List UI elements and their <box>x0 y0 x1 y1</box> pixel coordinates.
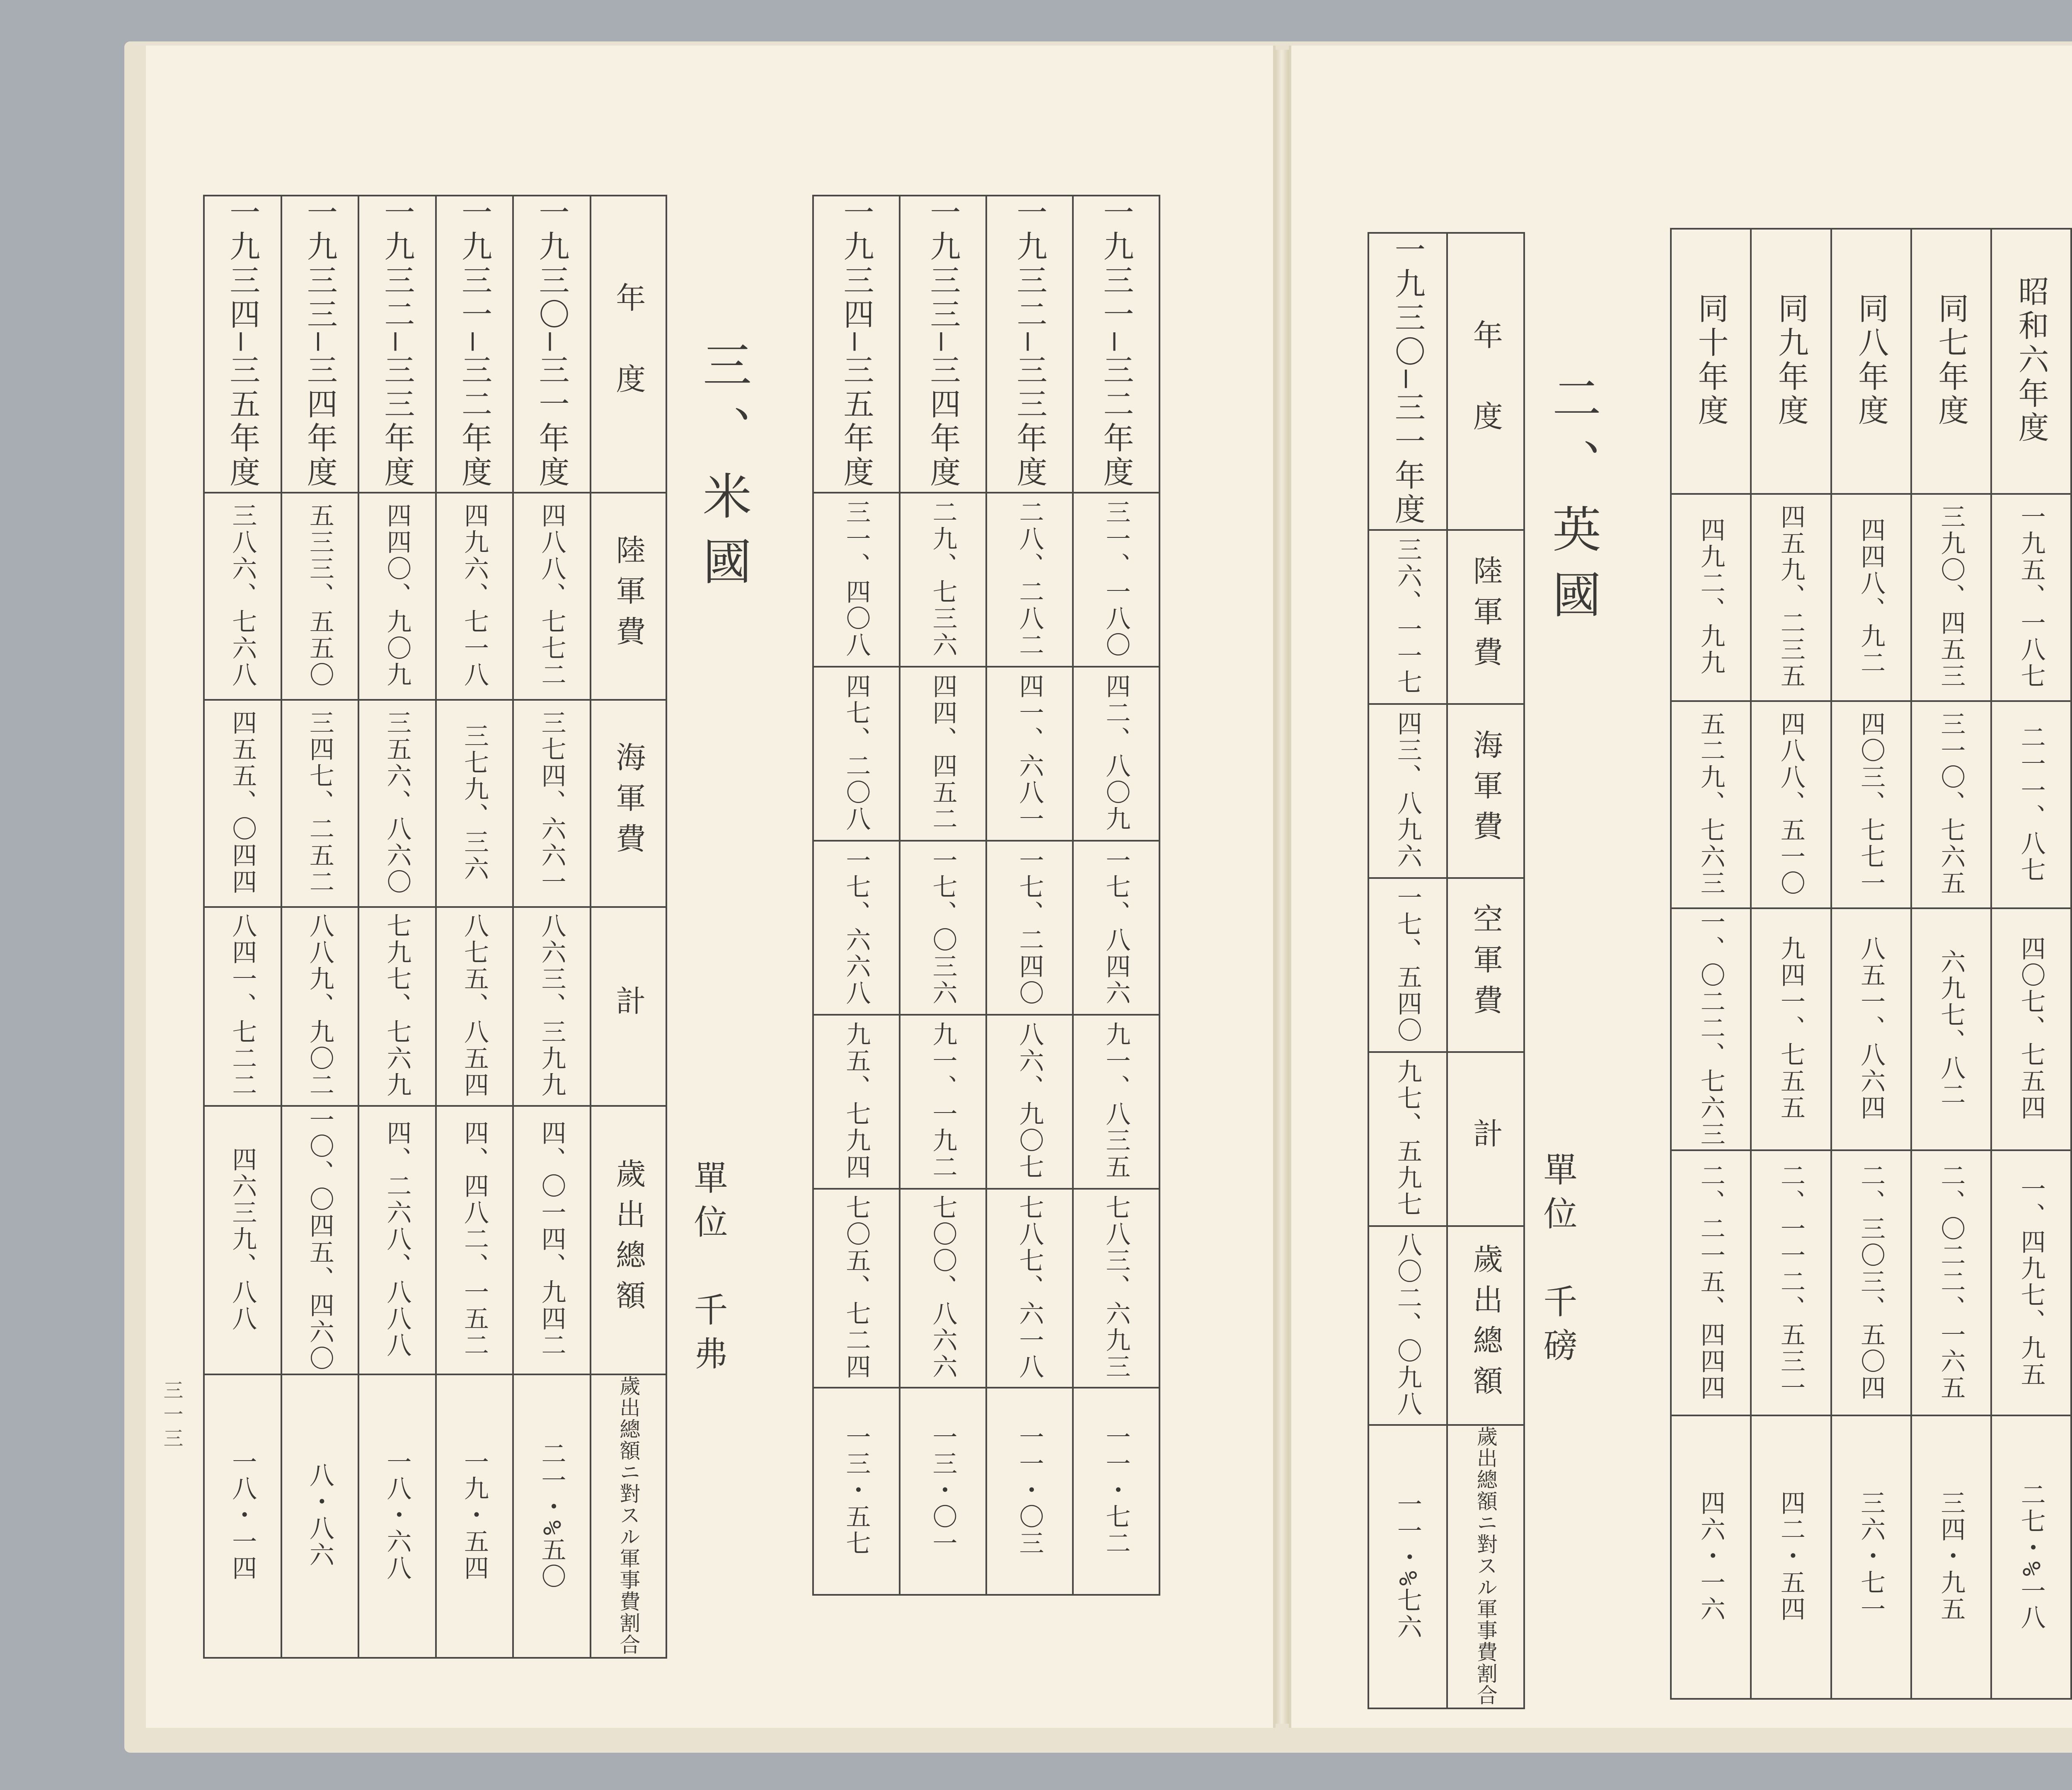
britain-ratio-0: 一一・%七六 <box>1368 1425 1447 1708</box>
japan-navy-4: 五二九、七六三 <box>1671 701 1751 908</box>
britain-air-3: 一七、〇三六 <box>900 841 986 1015</box>
britain-total-1: 九一、八三五 <box>1073 1015 1159 1189</box>
japan-total-4: 一、〇二二、七六三 <box>1671 908 1751 1150</box>
britain-army-2: 二八、二八二 <box>986 493 1073 667</box>
usa-table <box>203 195 667 1659</box>
britain-year-2: 一九三二―三三年度 <box>986 196 1073 493</box>
usa-army-3: 五三三、五五〇 <box>281 493 359 700</box>
usa-header-year: 年 度 <box>591 196 666 493</box>
britain-navy-4: 四七、二〇八 <box>813 667 900 841</box>
japan-ratio-2: 三六・七一 <box>1831 1415 1911 1699</box>
japan-army-4: 四九二、九九 <box>1671 494 1751 701</box>
usa-total-0: 八六三、三九九 <box>513 907 591 1106</box>
usa-header-navy: 海軍費 <box>591 700 666 907</box>
britain-army-4: 三一、四〇八 <box>813 493 900 667</box>
britain-ratio-2: 一一・〇三 <box>986 1388 1073 1595</box>
usa-army-1: 四九六、七一八 <box>436 493 513 700</box>
usa-ratio-4: 一八・一四 <box>204 1374 281 1658</box>
japan-army-2: 四四八、九二 <box>1831 494 1911 701</box>
japan-budget-1: 二、〇二二、一六五 <box>1911 1150 1991 1415</box>
japan-army-0: 一九五、一八七 <box>1991 494 2071 701</box>
usa-budget-2: 四、二六八、八八八 <box>358 1106 436 1374</box>
japan-total-1: 六九七、八二 <box>1911 908 1991 1150</box>
japan-total-0: 四〇七、七五四 <box>1991 908 2071 1150</box>
britain-heading: 二、英國 <box>1544 373 1601 635</box>
britain-budget-0: 八〇二、〇九八 <box>1368 1226 1447 1425</box>
britain-army-0: 三六、一一七 <box>1368 530 1447 704</box>
britain-budget-4: 七〇五、七二四 <box>813 1189 900 1388</box>
britain-header-ratio: 歲出總額ニ對スル軍事費割合 <box>1447 1425 1524 1708</box>
usa-total-4: 八四一、七二二 <box>204 907 281 1106</box>
usa-total-3: 八八九、九〇二 <box>281 907 359 1106</box>
japan-budget-0: 一、四九七、九五 <box>1991 1150 2071 1415</box>
britain-budget-3: 七〇〇、八六六 <box>900 1189 986 1388</box>
britain-ratio-4: 一三・五七 <box>813 1388 900 1595</box>
japan-navy-2: 四〇三、七七一 <box>1831 701 1911 908</box>
britain-air-1: 一七、八四六 <box>1073 841 1159 1015</box>
usa-heading: 三、米國 <box>695 340 752 602</box>
japan-budget-4: 二、二一五、四四四 <box>1671 1150 1751 1415</box>
usa-budget-1: 四、四八二、一五二 <box>436 1106 513 1374</box>
usa-ratio-1: 一九・五四 <box>436 1374 513 1658</box>
usa-navy-4: 四五五、〇四四 <box>204 700 281 907</box>
usa-header-army: 陸軍費 <box>591 493 666 700</box>
japan-army-3: 四五九、二三五 <box>1751 494 1831 701</box>
usa-total-2: 七九七、七六九 <box>358 907 436 1106</box>
usa-year-1: 一九三一―三二年度 <box>436 196 513 493</box>
japan-ratio-4: 四六・一六 <box>1671 1415 1751 1699</box>
britain-budget-1: 七八三、六九三 <box>1073 1189 1159 1388</box>
usa-year-4: 一九三四―三五年度 <box>204 196 281 493</box>
japan-navy-3: 四八八、五一〇 <box>1751 701 1831 908</box>
usa-unit: 單位 千弗 <box>688 1160 728 1380</box>
britain-header-budget: 歲出總額 <box>1447 1226 1524 1425</box>
britain-ratio-1: 一一・七二 <box>1073 1388 1159 1595</box>
usa-header-total: 計 <box>591 907 666 1106</box>
britain-year-3: 一九三三―三四年度 <box>900 196 986 493</box>
japan-year-1: 同七年度 <box>1911 229 1991 494</box>
britain-header-army: 陸軍費 <box>1447 530 1524 704</box>
usa-header-ratio: 歲出總額ニ對スル軍事費割合 <box>591 1374 666 1658</box>
usa-ratio-0: 二一・%五〇 <box>513 1374 591 1658</box>
japan-year-4: 同十年度 <box>1671 229 1751 494</box>
britain-total-2: 八六、九〇七 <box>986 1015 1073 1189</box>
japan-table <box>1670 228 2072 1700</box>
japan-ratio-0: 二七・%一八 <box>1991 1415 2071 1699</box>
usa-budget-3: 一〇、〇四五、四六〇 <box>281 1106 359 1374</box>
page-number-left: 三一三 <box>160 1380 183 1452</box>
usa-header-budget: 歲出總額 <box>591 1106 666 1374</box>
britain-air-4: 一七、六六八 <box>813 841 900 1015</box>
japan-year-0: 昭和六年度 <box>1991 229 2071 494</box>
usa-army-4: 三八六、七六八 <box>204 493 281 700</box>
japan-army-1: 三九〇、四五三 <box>1911 494 1991 701</box>
britain-year-4: 一九三四―三五年度 <box>813 196 900 493</box>
britain-header-air: 空軍費 <box>1447 878 1524 1052</box>
usa-ratio-3: 八・八六 <box>281 1374 359 1658</box>
britain-army-1: 三一、一八〇 <box>1073 493 1159 667</box>
britain-header-navy: 海軍費 <box>1447 704 1524 878</box>
book-gutter <box>1275 50 1289 1724</box>
britain-budget-2: 七八七、六一八 <box>986 1189 1073 1388</box>
britain-year-1: 一九三一―三二年度 <box>1073 196 1159 493</box>
usa-navy-2: 三五六、八六〇 <box>358 700 436 907</box>
japan-ratio-1: 三四・九五 <box>1911 1415 1991 1699</box>
britain-total-3: 九一、一九二 <box>900 1015 986 1189</box>
japan-navy-0: 二一一、八七 <box>1991 701 2071 908</box>
britain-unit: 單位 千磅 <box>1538 1152 1577 1372</box>
britain-air-2: 一七、二四〇 <box>986 841 1073 1015</box>
japan-total-2: 八五一、八六四 <box>1831 908 1911 1150</box>
japan-total-3: 九四一、七五五 <box>1751 908 1831 1150</box>
britain-year-0: 一九三〇―三一年度 <box>1368 233 1447 530</box>
britain-air-0: 一七、五四〇 <box>1368 878 1447 1052</box>
usa-year-2: 一九三二―三三年度 <box>358 196 436 493</box>
japan-budget-3: 二、一一二、五三一 <box>1751 1150 1831 1415</box>
britain-header-total: 計 <box>1447 1052 1524 1226</box>
usa-budget-4: 四六三九、八八 <box>204 1106 281 1374</box>
japan-navy-1: 三一〇、七六五 <box>1911 701 1991 908</box>
britain-navy-2: 四一、六八一 <box>986 667 1073 841</box>
usa-navy-3: 三四七、二五二 <box>281 700 359 907</box>
japan-year-3: 同九年度 <box>1751 229 1831 494</box>
britain-navy-1: 四二、八〇九 <box>1073 667 1159 841</box>
britain-total-4: 九五、七九四 <box>813 1015 900 1189</box>
usa-army-0: 四八八、七七二 <box>513 493 591 700</box>
usa-navy-0: 三七四、六六一 <box>513 700 591 907</box>
japan-ratio-3: 四二・五四 <box>1751 1415 1831 1699</box>
usa-year-0: 一九三〇―三一年度 <box>513 196 591 493</box>
britain-ratio-3: 一三・〇一 <box>900 1388 986 1595</box>
britain-navy-0: 四三、八九六 <box>1368 704 1447 878</box>
japan-year-2: 同八年度 <box>1831 229 1911 494</box>
usa-ratio-2: 一八・六八 <box>358 1374 436 1658</box>
britain-army-3: 二九、七三六 <box>900 493 986 667</box>
britain-table-continued <box>812 195 1160 1596</box>
britain-navy-3: 四四、四五二 <box>900 667 986 841</box>
usa-year-3: 一九三三―三四年度 <box>281 196 359 493</box>
usa-navy-1: 三七九、三六 <box>436 700 513 907</box>
usa-budget-0: 四、〇一四、九四二 <box>513 1106 591 1374</box>
britain-total-0: 九七、五九七 <box>1368 1052 1447 1226</box>
britain-header-year: 年 度 <box>1447 233 1524 530</box>
japan-budget-2: 二、三〇三、五〇四 <box>1831 1150 1911 1415</box>
britain-table <box>1368 232 1525 1709</box>
usa-army-2: 四四〇、九〇九 <box>358 493 436 700</box>
usa-total-1: 八七五、八五四 <box>436 907 513 1106</box>
